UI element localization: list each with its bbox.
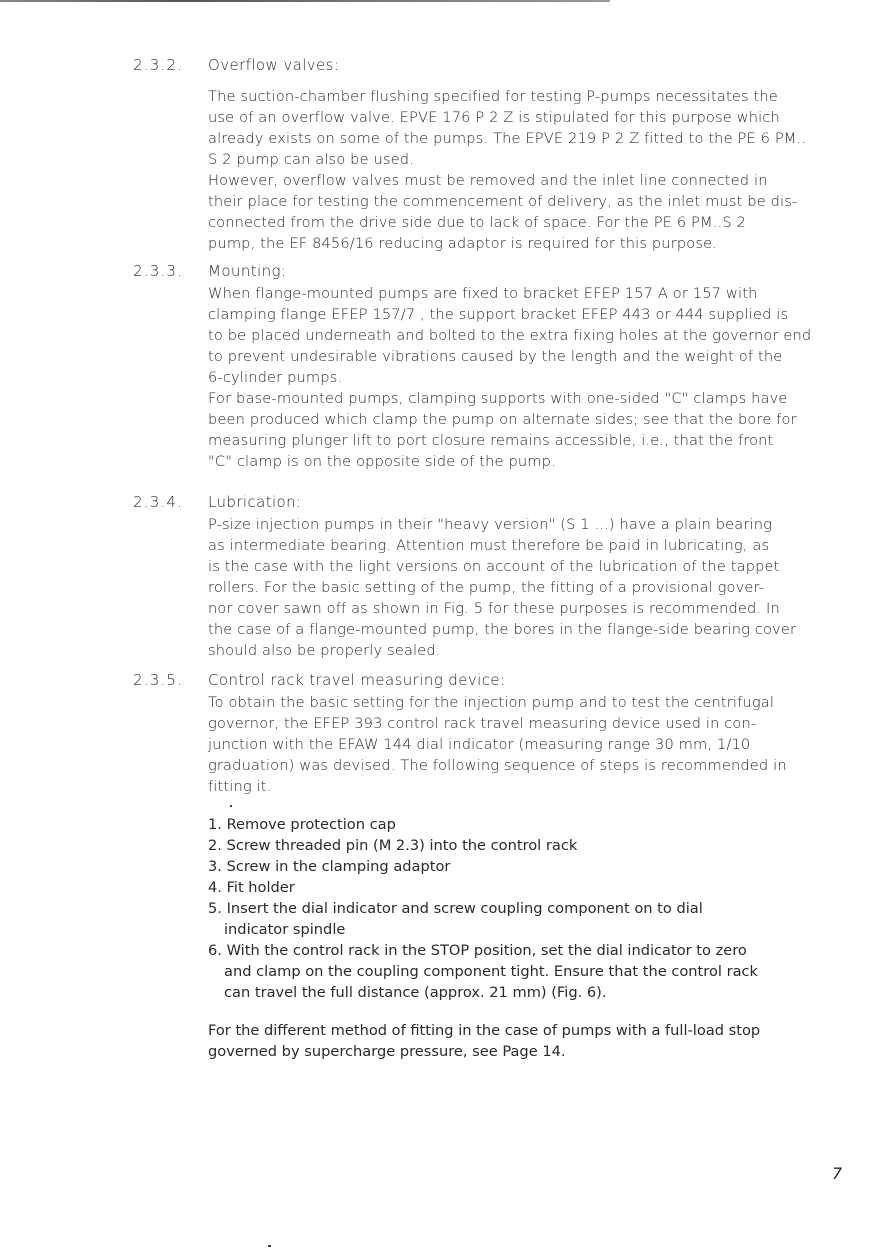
text-line: measuring plunger lift to port closure remains accessible, i.e., that the front: [208, 432, 774, 449]
section-title: Control rack travel measuring device:: [208, 671, 506, 689]
list-item: 6. With the control rack in the STOP position, set the dial indicator to zero: [208, 942, 747, 959]
list-item-continuation: and clamp on the coupling component tight. Ensure that the control rack: [224, 963, 758, 980]
section-body: [208, 86, 858, 254]
text-line: already exists on some of the pumps. The EPVE 219 P 2 Z fitted to the PE 6 PM..: [208, 130, 807, 147]
closing-paragraph: [208, 1020, 760, 1062]
text-line: governed by supercharge pressure, see Page 14.: [208, 1043, 566, 1060]
text-line: been produced which clamp the pump on alternate sides; see that the bore for: [208, 411, 797, 428]
text-line: graduation) was devised. The following sequence of steps is recommended in: [208, 757, 787, 774]
text-line: When flange-mounted pumps are fixed to bracket EFEP 157 A or 157 with: [208, 285, 758, 302]
list-item: 2. Screw threaded pin (M 2.3) into the control rack: [208, 837, 578, 854]
section-title: Overflow valves:: [208, 56, 340, 74]
list-item: 1. Remove protection cap: [208, 816, 396, 833]
text-line: the case of a flange-mounted pump, the bores in the flange-side bearing cover: [208, 621, 797, 638]
text-line: clamping flange EFEP 157/7 , the support bracket EFEP 443 or 444 supplied is: [208, 306, 789, 323]
top-scan-edge: [0, 0, 610, 2]
text-line: S 2 pump can also be used.: [208, 151, 414, 168]
steps-list: [208, 814, 858, 1003]
text-line: to prevent undesirable vibrations caused by the length and the weight of the: [208, 348, 783, 365]
section-body: [208, 514, 858, 661]
text-line: governor, the EFEP 393 control rack travel measuring device used in con-: [208, 715, 757, 732]
text-line: nor cover sawn off as shown in Fig. 5 for these purposes is recommended. In: [208, 600, 780, 617]
text-line: 6-cylinder pumps.: [208, 369, 343, 386]
text-line: to be placed underneath and bolted to the extra fixing holes at the governor end: [208, 327, 812, 344]
text-line: To obtain the basic setting for the injection pump and to test the centrifugal: [208, 694, 775, 711]
text-line: For base-mounted pumps, clamping supports with one-sided "C" clamps have: [208, 390, 788, 407]
scan-speck: [268, 1245, 271, 1247]
section-body: [208, 283, 858, 472]
text-line: as intermediate bearing. Attention must therefore be paid in lubricating, as: [208, 537, 770, 554]
section-title: Mounting:: [208, 262, 287, 280]
text-line: should also be properly sealed.: [208, 642, 441, 659]
section-number: 2.3.4.: [133, 493, 184, 511]
text-line: fitting it.: [208, 778, 272, 795]
text-line: However, overflow valves must be removed and the inlet line connected in: [208, 172, 768, 189]
list-item-continuation: indicator spindle: [224, 921, 346, 938]
text-line: rollers. For the basic setting of the pump, the fitting of a provisional gover-: [208, 579, 765, 596]
section-number: 2.3.5.: [133, 671, 184, 689]
section-title: Lubrication:: [208, 493, 302, 511]
list-item: 4. Fit holder: [208, 879, 295, 896]
text-line: connected from the drive side due to lack of space. For the PE 6 PM..S 2: [208, 214, 746, 231]
text-line: For the different method of fitting in the case of pumps with a full-load stop: [208, 1022, 761, 1039]
list-item: 5. Insert the dial indicator and screw coupling component on to dial: [208, 900, 703, 917]
text-line: is the case with the light versions on account of the lubrication of the tappet: [208, 558, 780, 575]
scan-speck: [230, 805, 232, 807]
text-line: "C" clamp is on the opposite side of the pump.: [208, 453, 556, 470]
text-line: junction with the EFAW 144 dial indicator (measuring range 30 mm, 1/10: [208, 736, 751, 753]
text-line: their place for testing the commencement of delivery, as the inlet must be dis-: [208, 193, 798, 210]
text-line: P-size injection pumps in their "heavy version" (S 1 ...) have a plain bearing: [208, 516, 773, 533]
section-number: 2.3.3.: [133, 262, 184, 280]
section-number: 2.3.2.: [133, 56, 184, 74]
list-item-continuation: can travel the full distance (approx. 21 mm) (Fig. 6).: [224, 984, 607, 1001]
text-line: pump, the EF 8456/16 reducing adaptor is required for this purpose.: [208, 235, 718, 252]
text-line: The suction-chamber flushing specified for testing P-pumps necessitates the: [208, 88, 778, 105]
list-item: 3. Screw in the clamping adaptor: [208, 858, 451, 875]
text-line: use of an overflow valve. EPVE 176 P 2 Z is stipulated for this purpose which: [208, 109, 780, 126]
section-body: [208, 692, 858, 797]
page-number: 7: [832, 1164, 843, 1183]
